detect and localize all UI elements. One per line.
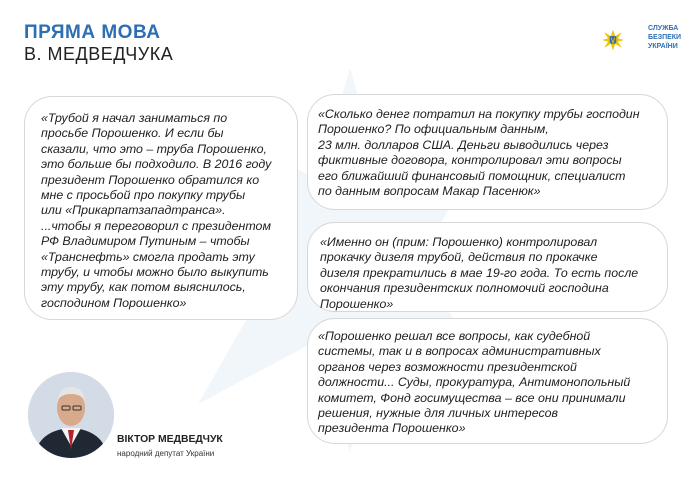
quote-text: «Порошенко решал все вопросы, как судебной системы, так и в вопросах административных органов через возможности президентской должности... Суды, прокуратура, Антимонопольный комитет, Фонд госимущества – все они принимали решения, нужные для личных интересов президента Порошенко» <box>318 329 631 436</box>
page-subtitle: В. МЕДВЕДЧУКА <box>24 44 174 64</box>
logo-text: СЛУЖБА БЕЗПЕКИ УКРАЇНИ <box>648 25 682 50</box>
quote-bubble-3 <box>307 222 668 312</box>
quote-text: «Трубой я начал заниматься по просьбе Порошенко. И если бы сказали, что это – труба Порошенко, это больше бы подходило. В 2016 году президент Порошенко обратился ко мне с просьбой про покупку трубы или «Прикарпатзападтранса». ...чтобы я переговорил с президентом РФ Владимиром Путиным – чтобы «Транснефть» смогла продать эту трубу, и чтобы можно было выкупить эту трубу, как потом выяснилось, господином Порошенко» <box>41 111 272 310</box>
quote-text: «Сколько денег потратил на покупку трубы господин Порошенко? По официальным данным, 23 млн. долларов США. Деньги выводились через фиктивные договора, контролировал эти вопросы его ближайший финансовый помощник, специалист по данным вопросам Макар Пасенюк» <box>318 107 640 199</box>
quote-bubble-2 <box>307 94 668 210</box>
sbu-emblem-icon <box>602 20 646 60</box>
speaker-photo <box>28 372 114 458</box>
quote-text: «Именно он (прим: Порошенко) контролировал прокачку дизеля трубой, действия по прокачке дизеля прекратились в мае 19-го года. То есть после окончания президентских полномочий господина Порошенко» <box>320 235 639 311</box>
quote-bubble-1 <box>24 96 298 320</box>
page-title: ПРЯМА МОВА <box>24 22 161 43</box>
speaker-role: народний депутат України <box>117 449 215 458</box>
speaker-name: ВІКТОР МЕДВЕДЧУК <box>117 434 223 445</box>
portrait-icon <box>28 372 114 458</box>
quote-bubble-4 <box>307 318 668 444</box>
